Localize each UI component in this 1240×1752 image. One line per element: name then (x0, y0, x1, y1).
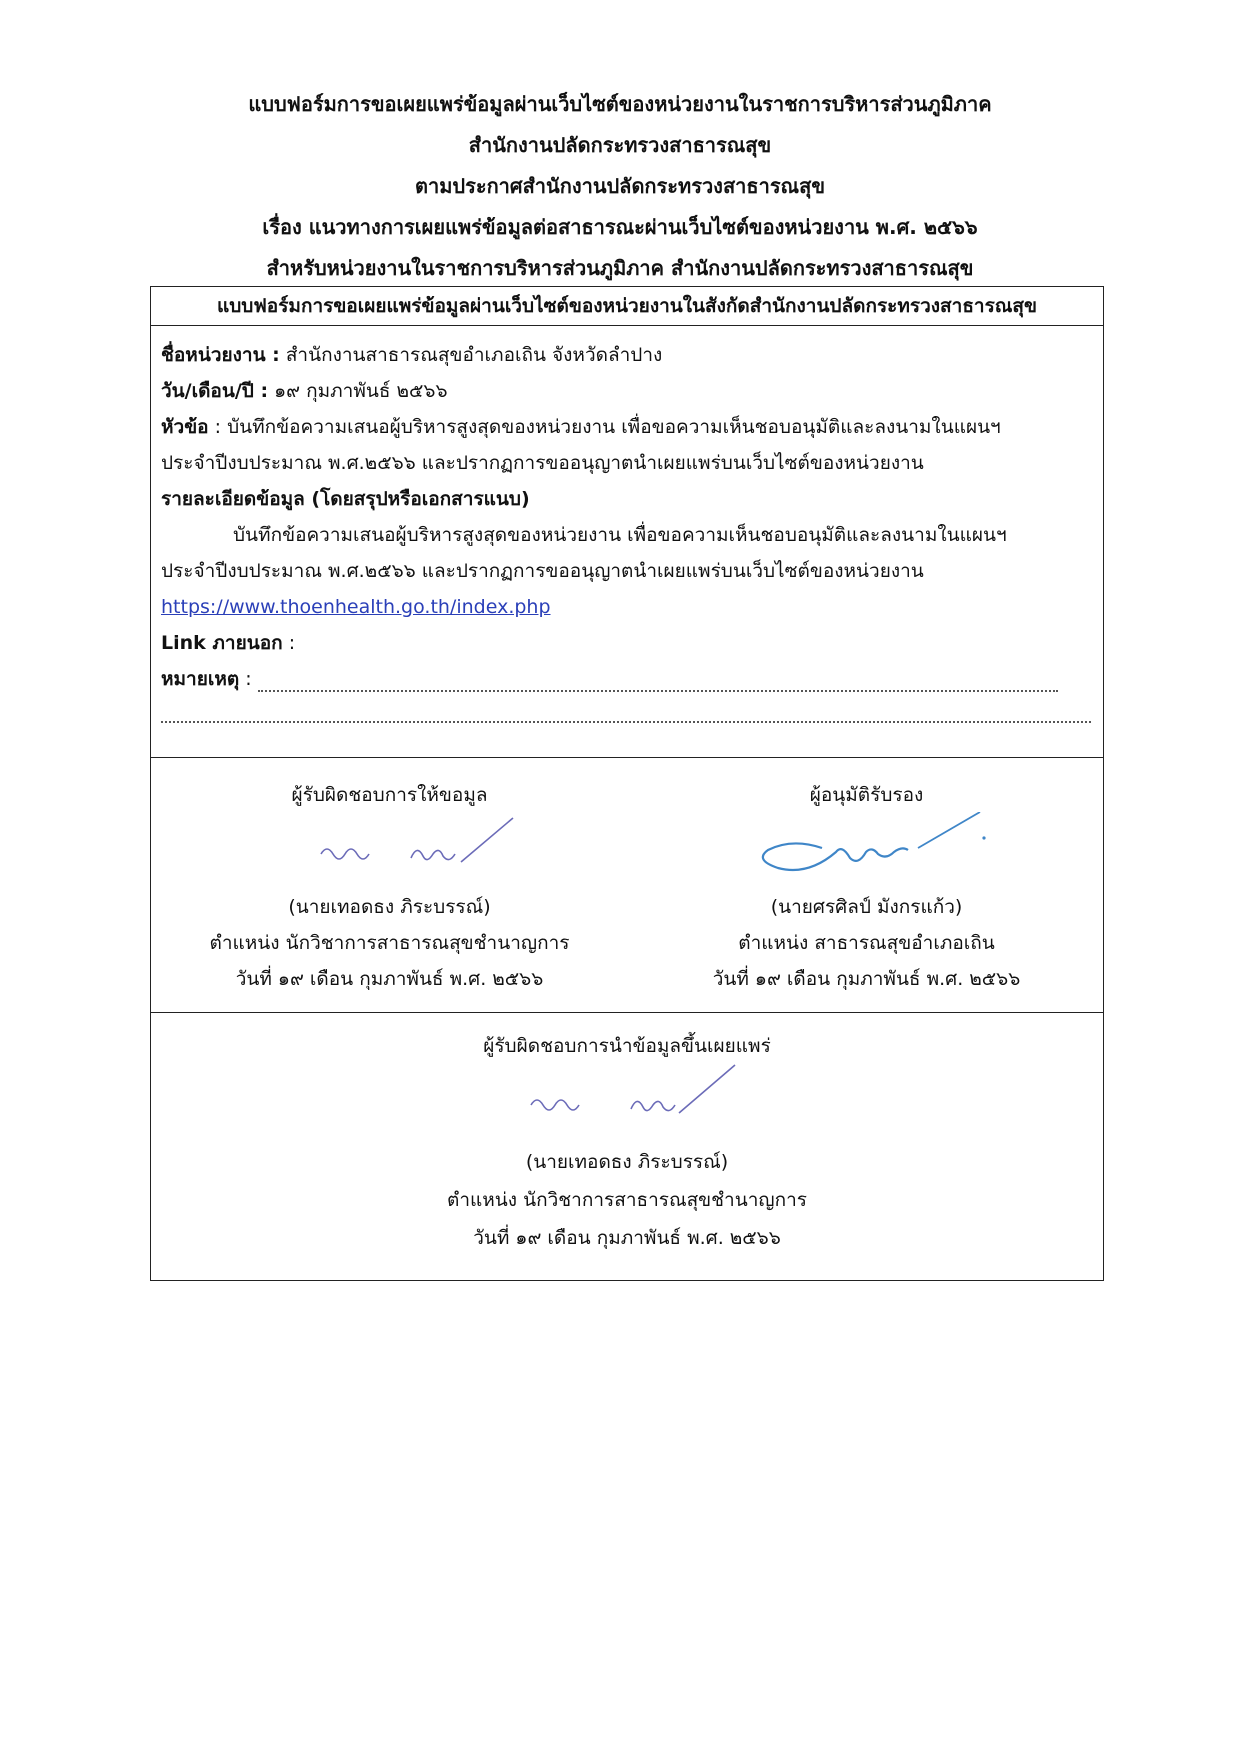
date-row (161, 373, 1091, 409)
url-row (161, 589, 1091, 625)
bottom-position: ตำแหน่ง นักวิชาการสาธารณสุขชำนาญการ (447, 1189, 807, 1211)
remark-colon: : (245, 668, 252, 690)
left-name: (นายเทอดธง ภิระบรรณ์) (288, 896, 491, 918)
topic-label: หัวข้อ (161, 416, 209, 438)
remark-dotted-line (258, 668, 1058, 692)
bottom-role: ผู้รับผิดชอบการนำข้อมูลขึ้นเผยแพร่ (483, 1035, 771, 1057)
remark-label: หมายเหตุ (161, 668, 240, 690)
external-link-colon: : (288, 632, 296, 654)
remark-row (161, 661, 1091, 697)
external-link-row (161, 625, 1091, 661)
bottom-signature (151, 1061, 1103, 1133)
signature-section (151, 757, 1103, 1013)
request-form (150, 286, 1104, 1281)
agency-value: สำนักงานสาธารณสุขอำเภอเถิน จังหวัดลำปาง (285, 344, 663, 366)
date-value: ๑๙ กุมภาพันธ์ ๒๕๖๖ (274, 380, 448, 402)
header-line-5: สำหรับหน่วยงานในราชการบริหารส่วนภูมิภาค สำนักงานปลัดกระทรวงสาธารณสุข (266, 256, 974, 280)
topic-row (161, 409, 1091, 445)
details-line-2: ประจำปีงบประมาณ พ.ศ.๒๕๖๖ และปรากฏการขออนุญาตนำเผยแพร่บนเว็บไซต์ของหน่วยงาน (161, 560, 924, 582)
topic-line-2: ประจำปีงบประมาณ พ.ศ.๒๕๖๖ และปรากฏการขออนุญาตนำเผยแพร่บนเว็บไซต์ของหน่วยงาน (161, 452, 924, 474)
website-link[interactable]: https://www.thoenhealth.go.th/index.php (161, 596, 551, 618)
bottom-date: วันที่ ๑๙ เดือน กุมภาพันธ์ พ.ศ. ๒๕๖๖ (473, 1227, 781, 1249)
external-link-label: Link ภายนอก (161, 632, 283, 654)
topic-text: : บันทึกข้อความเสนอผู้บริหารสูงสุดของหน่วยงาน เพื่อขอความเห็นชอบอนุมัติและลงนามในแผนฯ (214, 416, 1001, 438)
right-signature-mark (748, 812, 1008, 886)
right-date: วันที่ ๑๙ เดือน กุมภาพันธ์ พ.ศ. ๒๕๖๖ (712, 968, 1021, 990)
agency-row (161, 337, 1091, 373)
form-details (151, 327, 1103, 759)
date-label: วัน/เดือน/ปี : (161, 380, 269, 402)
agency-label: ชื่อหน่วยงาน : (161, 344, 280, 366)
remark-row-2 (161, 699, 1091, 735)
right-name: (นายศรศิลป์ มังกรแก้ว) (770, 896, 963, 918)
bottom-signature-mark (511, 1061, 771, 1133)
signature-left (151, 758, 628, 994)
left-signature (151, 810, 628, 884)
remark-dotted-line-2 (161, 703, 1091, 723)
document-header (0, 84, 1240, 289)
left-role: ผู้รับผิดชอบการให้ขอมูล (291, 784, 488, 806)
left-signature-mark (301, 810, 561, 884)
details-line-1: บันทึกข้อความเสนอผู้บริหารสูงสุดของหน่วยงาน เพื่อขอความเห็นชอบอนุมัติและลงนามในแผนฯ (233, 524, 1007, 546)
header-line-1: แบบฟอร์มการขอเผยแพร่ข้อมูลผ่านเว็บไซต์ของหน่วยงานในราชการบริหารส่วนภูมิภาค (248, 92, 992, 116)
publisher-signature (151, 1011, 1103, 1253)
signature-right (628, 758, 1105, 994)
right-role: ผู้อนุมัติรับรอง (809, 784, 924, 806)
header-line-4: เรื่อง แนวทางการเผยแพร่ข้อมูลต่อสาธารณะผ่านเว็บไซต์ของหน่วยงาน พ.ศ. ๒๕๖๖ (262, 215, 978, 239)
right-signature (628, 810, 1105, 884)
header-line-2: สำนักงานปลัดกระทรวงสาธารณสุข (468, 133, 772, 157)
right-position: ตำแหน่ง สาธารณสุขอำเภอเถิน (738, 932, 995, 954)
details-label: รายละเอียดข้อมูล (โดยสรุปหรือเอกสารแนบ) (161, 488, 530, 510)
header-line-3: ตามประกาศสำนักงานปลัดกระทรวงสาธารณสุข (414, 174, 825, 198)
bottom-name: (นายเทอดธง ภิระบรรณ์) (525, 1151, 729, 1173)
form-title: แบบฟอร์มการขอเผยแพร่ข้อมูลผ่านเว็บไซต์ของหน่วยงานในสังกัดสำนักงานปลัดกระทรวงสาธารณสุข (151, 287, 1103, 326)
left-date: วันที่ ๑๙ เดือน กุมภาพันธ์ พ.ศ. ๒๕๖๖ (235, 968, 544, 990)
left-position: ตำแหน่ง นักวิชาการสาธารณสุขชำนาญการ (209, 932, 570, 954)
